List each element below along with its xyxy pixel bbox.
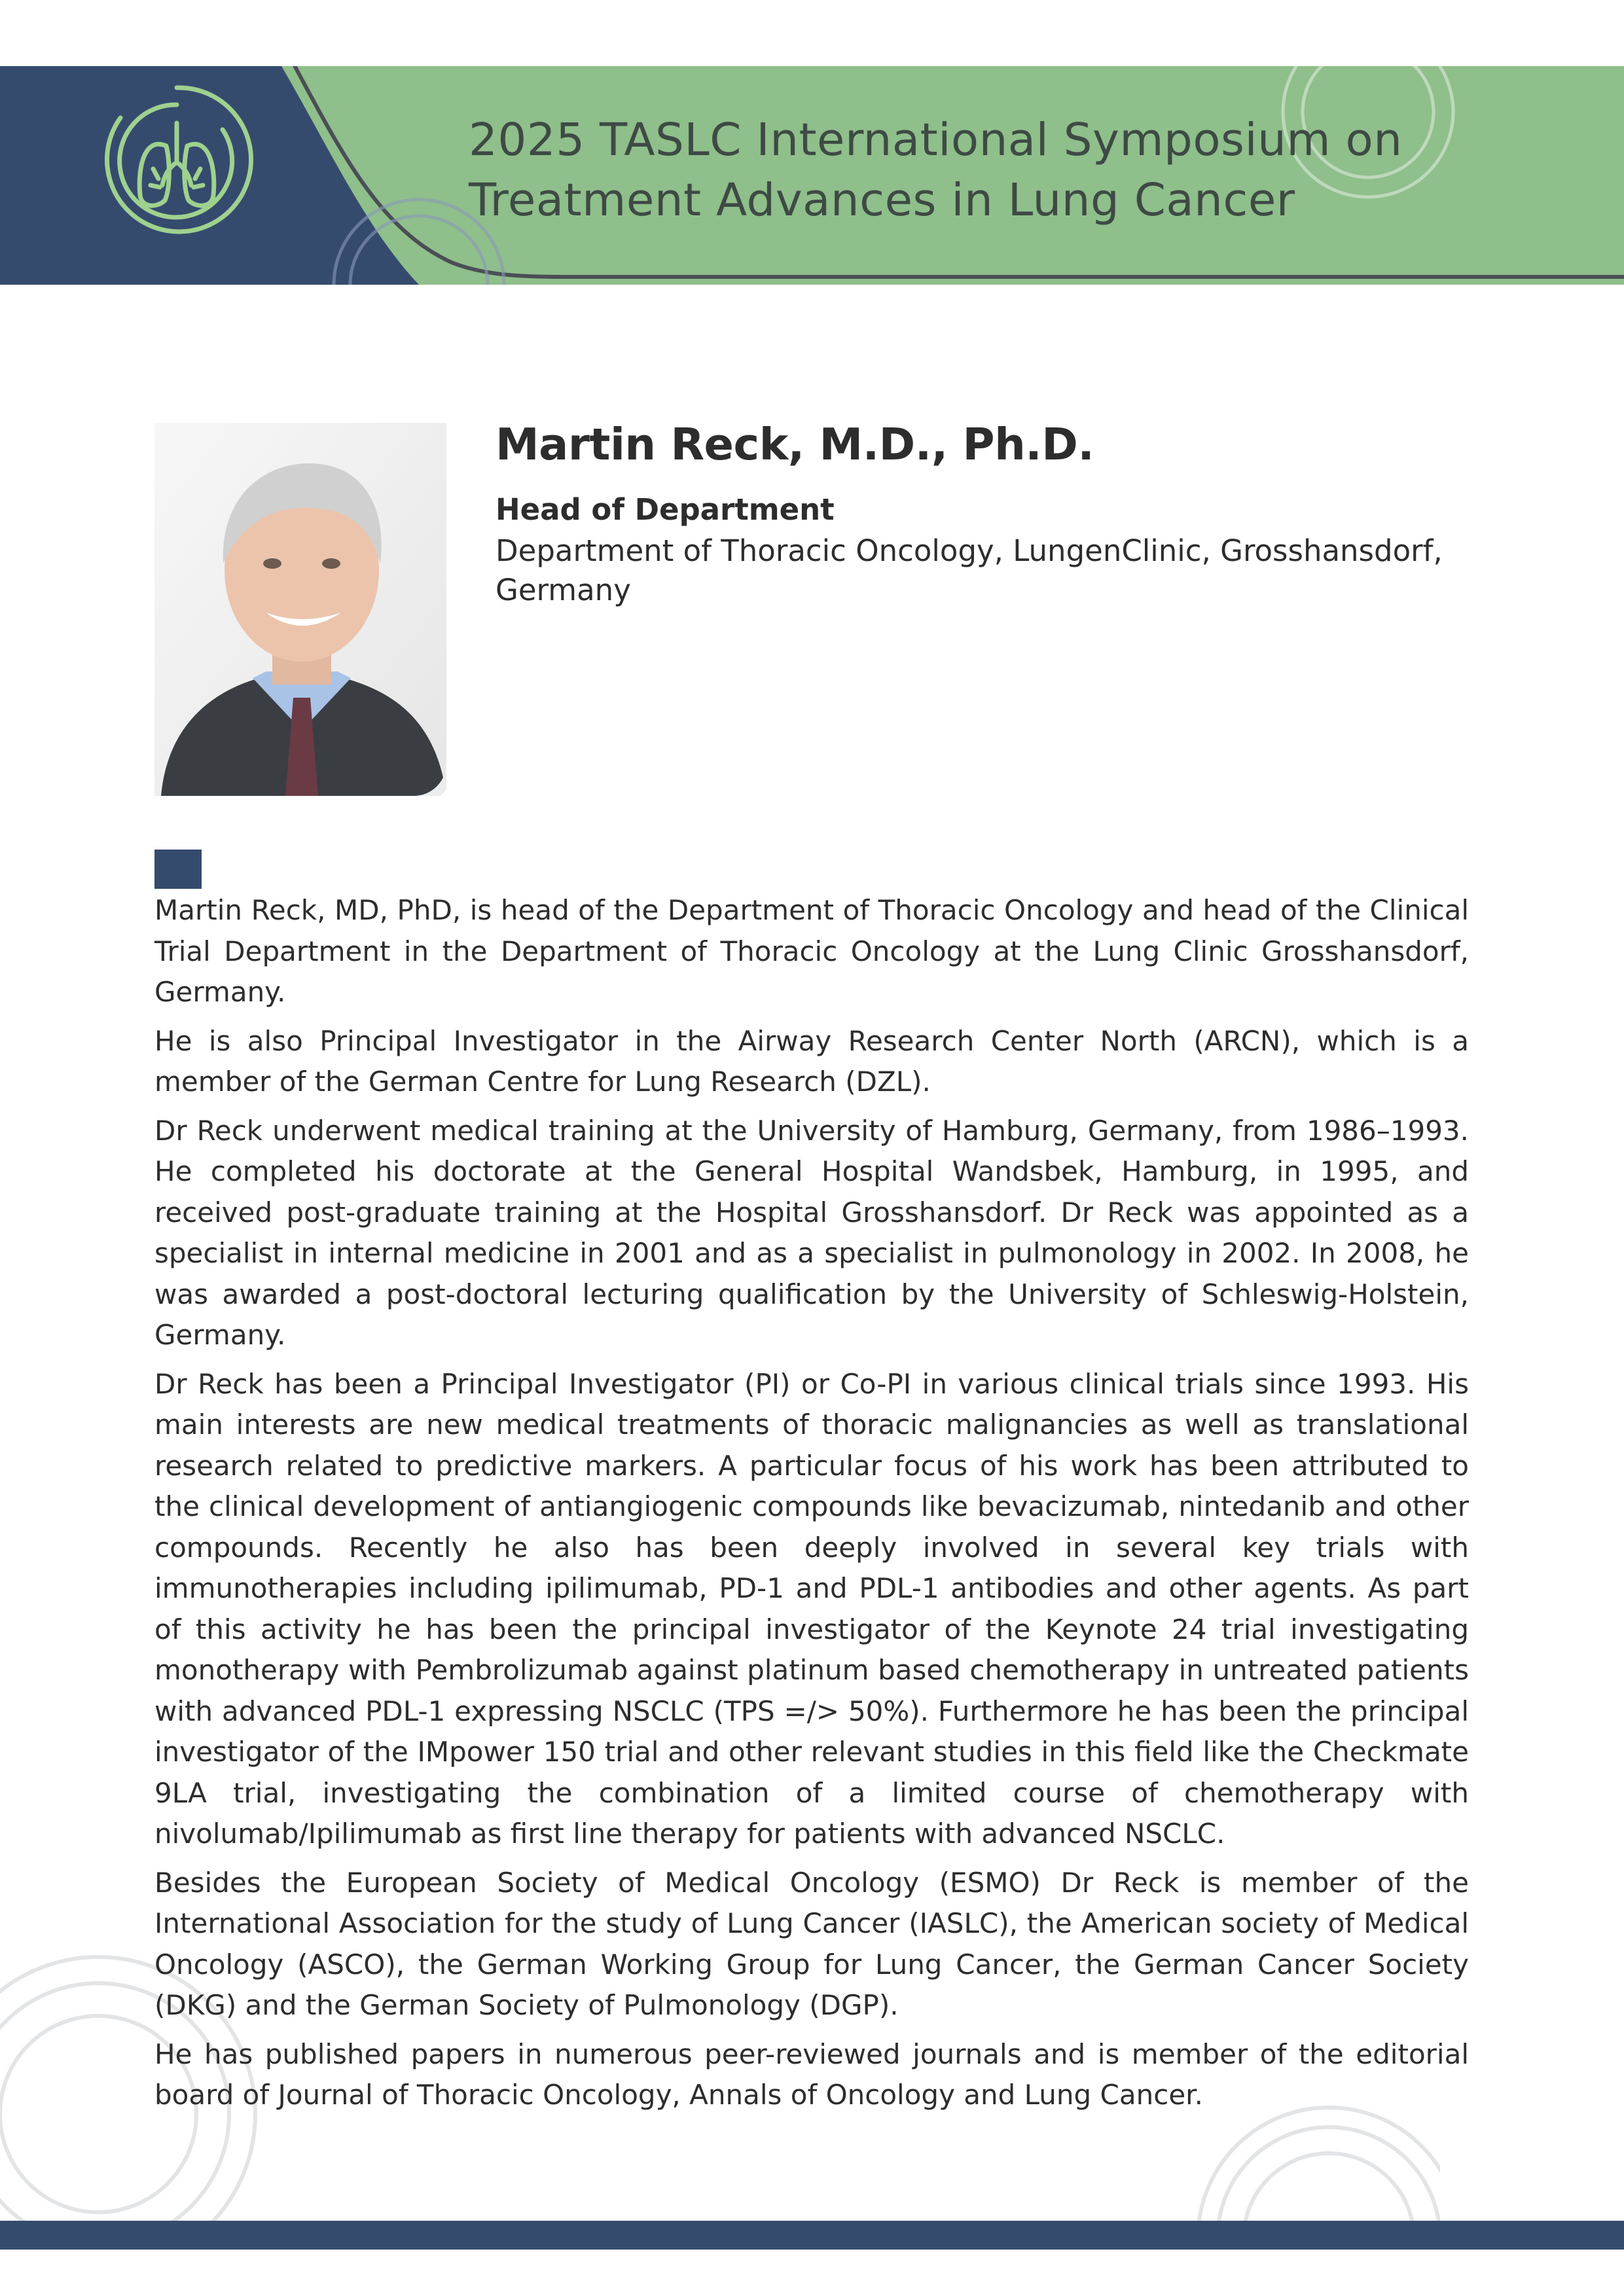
speaker-affiliation: Department of Thoracic Oncology, LungenClinic, Grosshansdorf, Germany	[496, 533, 1443, 607]
bio-paragraph: Besides the European Society of Medical Oncology (ESMO) Dr Reck is member of the International Association for the study of Lung Cancer (IASLC), the American society of Medical Oncology (ASCO), the German Working Group for Lung Cancer, the German Cancer Society (DKG) and the German Society of Pulmonology (DGP).	[154, 1866, 1469, 2021]
speaker-name: Martin Reck, M.D., Ph.D.	[496, 419, 1094, 470]
speaker-role: Head of Department	[496, 492, 835, 527]
speaker-photo	[154, 423, 446, 796]
section-marker	[154, 850, 202, 889]
bio-paragraph: He has published papers in numerous peer-reviewed journals and is member of the editorial board of Journal of Thoracic Oncology, Annals of Oncology and Lung Cancer.	[154, 2037, 1469, 2111]
bio-paragraph: Martin Reck, MD, PhD, is head of the Department of Thoracic Oncology and head of the Clinical Trial Department in the Department of Thoracic Oncology at the Lung Clinic Grosshansdorf, Germany.	[154, 894, 1469, 1008]
biography	[154, 890, 1469, 2124]
lungs-icon	[85, 71, 268, 254]
bio-paragraph: He is also Principal Investigator in the Airway Research Center North (ARCN), which is a member of the German Centre for Lung Research (DZL).	[154, 1024, 1469, 1098]
bio-paragraph: Dr Reck has been a Principal Investigator (PI) or Co-PI in various clinical trials since 1993. His main interests are new medical treatments of thoracic malignancies as well as translational research related to predictive markers. A particular focus of his work has been attributed to the clinical development of antiangiogenic compounds like bevacizumab, nintedanib and other compounds. Recently he also has been deeply involved in several key trials with immunotherapies including ipilimumab, PD-1 and PDL-1 antibodies and other agents. As part of this activity he has been the principal investigator of the Keynote 24 trial investigating monotherapy with Pembrolizumab against platinum based chemotherapy in untreated patients with advanced PDL-1 expressing NSCLC (TPS =/> 50%). Furthermore he has been the principal investigator of the IMpower 150 trial and other relevant studies in this field like the Checkmate 9LA trial, investigating the combination of a limited course of chemotherapy with nivolumab/Ipilimumab as first line therapy for patients with advanced NSCLC.	[154, 1367, 1469, 1850]
event-title-line2: Treatment Advances in Lung Cancer	[469, 174, 1295, 226]
bio-paragraph: Dr Reck underwent medical training at the University of Hamburg, Germany, from 1986–1993. He completed his doctorate at the General Hospital Wandsbek, Hamburg, in 1995, and received post-graduate training at the Hospital Grosshansdorf. Dr Reck was appointed as a specialist in internal medicine in 2001 and as a specialist in pulmonology in 2002. In 2008, he was awarded a post-doctoral lecturing qualification by the University of Schleswig-Holstein, Germany.	[154, 1114, 1469, 1351]
footer-band	[0, 2221, 1624, 2250]
event-title-line1: 2025 TASLC International Symposium on	[469, 114, 1403, 166]
event-title	[469, 110, 1581, 230]
